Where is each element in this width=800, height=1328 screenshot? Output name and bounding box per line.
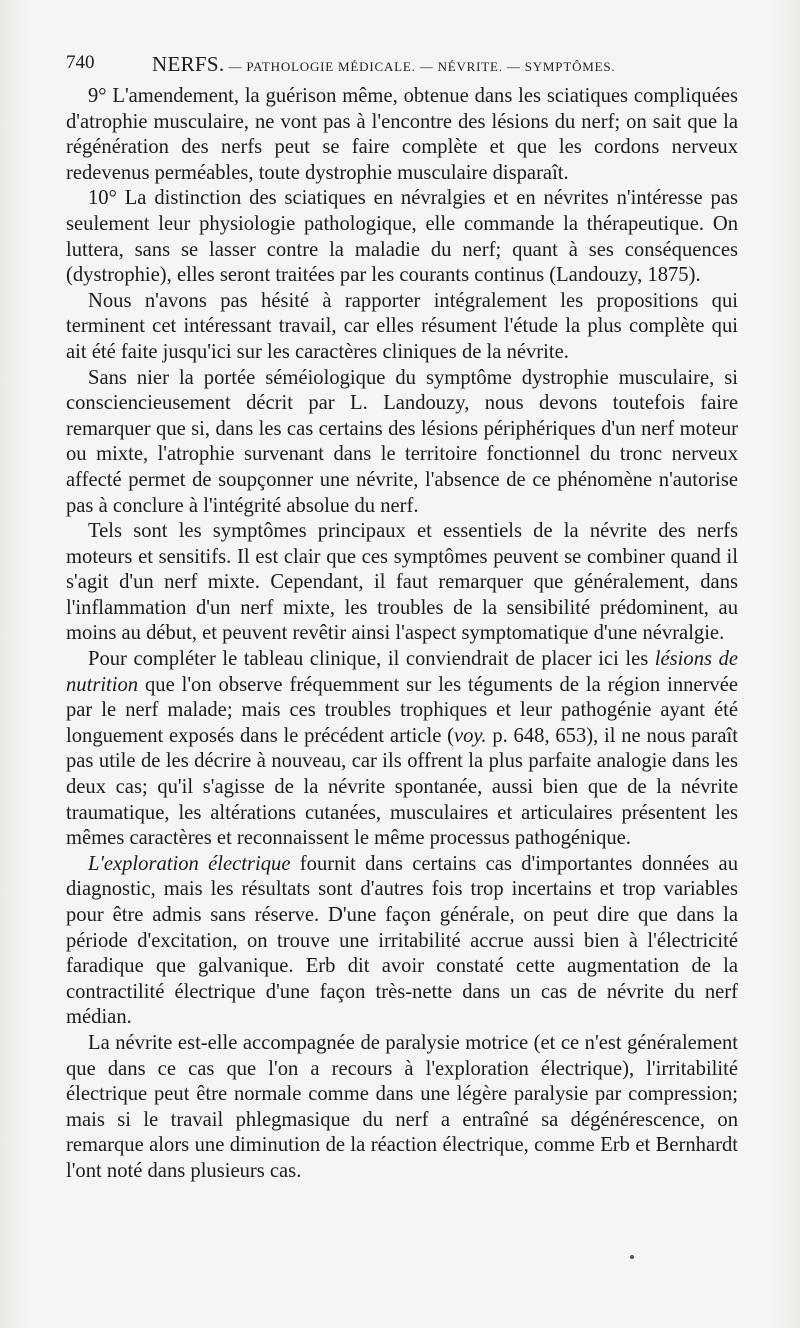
paragraph-5: Tels sont les symptômes principaux et essentiels de la névrite des nerfs moteurs et sensitifs. Il est clair que ces symptômes peuvent se combiner quand il s'agit d'un nerf mixte. Cependant, il faut remarquer que généralement, dans l'inflammation d'un nerf mixte, les troubles de la sensibilité prédominent, au moins au début, et peuvent revêtir ainsi l'aspect symptomatique d'une névralgie. [66,520,738,645]
page-number: 740 [66,52,95,73]
paragraph-6 [66,647,738,852]
paragraph-6-text-a: Pour compléter le tableau clinique, il conviendrait de placer ici les [88,648,655,671]
paragraph-3: Nous n'avons pas hésité à rapporter intégralement les propositions qui terminent cet intéressant travail, car elles résument l'étude la plus complète qui ait été faite jusqu'ici sur les caractères cliniques de la névrite. [66,289,738,363]
running-title [152,52,615,77]
paragraph-2: 10° La distinction des sciatiques en névralgies et en névrites n'intéresse pas seulement leur physiologie pathologique, elle commande la thérapeutique. On luttera, sans se lasser contre la maladie du nerf; quant à ses conséquences (dystrophie), elles seront traitées par les courants continus (Landouzy, 1875). [66,187,738,287]
ink-speck [630,1255,634,1259]
page-body [66,84,738,1185]
paragraph-6-emphasis: lésions de nutrition [66,648,739,696]
paragraph-8: La névrite est-elle accompagnée de paralysie motrice (et ce n'est généralement que dans ce cas que l'on a recours à l'exploration électrique), l'irritabilité électrique peut être normale comme dans une légère paralysie par compression; mais si le travail phlegmasique du nerf a entraîné sa dégénérescence, on remarque alors une diminution de la réaction électrique, comme Erb et Bernhardt l'ont noté dans plusieurs cas. [66,1031,738,1182]
paragraph-7-text: fournit dans certains cas d'importantes données au diagnostic, mais les résultats sont d'autres fois trop incertains et trop variables pour être admis sans réserve. D'une façon générale, on peut dire que dans la période d'excitation, on trouve une irritabilité accrue aussi bien à l'électricité faradique que galvanique. Erb dit avoir constaté cette augmentation de la contractilité électrique d'une façon très-nette dans un cas de névrite du nerf médian. [66,852,738,1029]
paragraph-7-emphasis: L'exploration électrique [88,852,291,875]
paragraph-6-text-c: p. 648, 653), il ne nous paraît pas utile de les décrire à nouveau, car ils offrent la plus parfaite analogie dans les deux cas; qu'il s'agisse de la névrite spontanée, aussi bien que de la névrite traumatique, les altérations cutanées, musculaires et articulaires présentent les mêmes caractères et reconnaissent le même processus pathogénique. [66,724,738,850]
paragraph-1: 9° L'amendement, la guérison même, obtenue dans les sciatiques compliquées d'atrophie musculaire, ne vont pas à l'encontre des lésions du nerf; on sait que la régénération des nerfs peut se faire complète et que les cordons nerveux redevenus perméables, toute dystrophie musculaire disparaît. [66,85,738,184]
paragraph-4: Sans nier la portée séméiologique du symptôme dystrophie musculaire, si consciencieusement décrit par L. Landouzy, nous devons toutefois faire remarquer que si, dans les cas certains des lésions périphériques d'un nerf moteur ou mixte, l'atrophie survenant dans le territoire fonctionnel du tronc nerveux affecté permet de soupçonner une névrite, l'absence de ce phénomène n'autorise pas à conclure à l'intégrité absolue du nerf. [66,366,738,517]
paragraph-7 [66,852,738,1031]
paragraph-6-text-b: que l'on observe fréquemment sur les téguments de la région innervée par le nerf malade; mais ces troubles trophiques et leur pathogénie ayant été longuement exposés dans le précédent article ( [66,673,738,747]
paragraph-6-emphasis-2: voy. [453,724,487,747]
running-title-main: NERFS. [152,52,225,76]
running-header [66,52,736,80]
running-title-rest: — PATHOLOGIE MÉDICALE. — NÉVRITE. — SYMPTÔMES. [224,59,616,74]
